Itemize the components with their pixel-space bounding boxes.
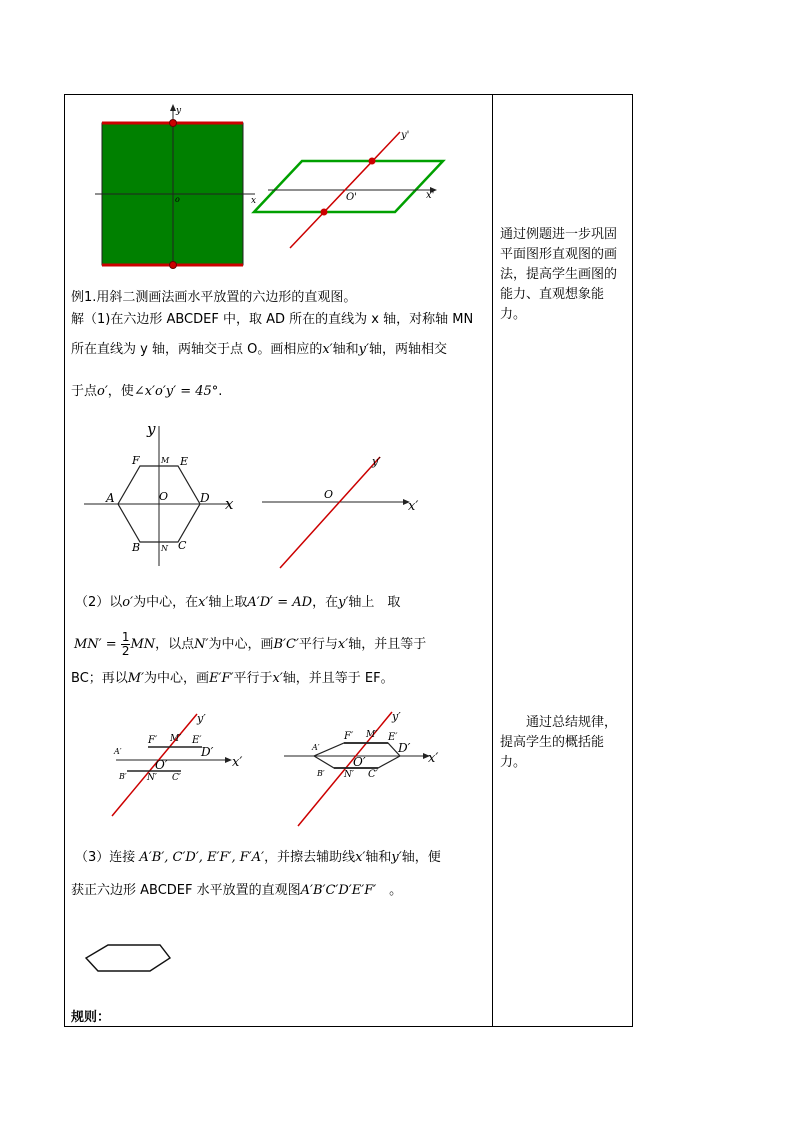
top-left-y-label: y [176, 106, 182, 116]
step3-line1: （3）连接 A′B′, C′D′, E′F′, F′A′，并擦去辅助线x′轴和y′轴，便 [75, 850, 441, 865]
oblique-axes-figure [258, 452, 433, 577]
mid-right-E: E′ [388, 732, 398, 743]
step2-line1: （2）以o′为中心，在x′轴上取A′D′ = AD，在y′轴上 取 [75, 595, 401, 610]
mid-left-y: y′ [197, 712, 206, 725]
mid-right-A: A′ [312, 743, 320, 752]
mid-figure-right [280, 706, 445, 831]
hex-label-M: M [161, 456, 170, 465]
side-note-1: 通过例题进一步巩固平面图形直观图的画法，提高学生画图的能力、直观想象能力。 [500, 227, 618, 322]
step2-line2: MN′ = $\frac{1}{2}$ MN，以点N′为中心，画B′C′平行与x′轴，并且等于 [74, 630, 427, 658]
top-figure-right [250, 124, 450, 254]
top-figure-left [90, 104, 260, 274]
mid-left-M: M′ [170, 734, 182, 744]
column-divider [492, 95, 493, 1026]
hex-label-A: A [106, 491, 115, 505]
hexagon-figure [80, 418, 250, 568]
axes-label-y: y′ [372, 455, 381, 468]
top-right-o-label: O' [346, 192, 357, 203]
hex-label-y: y [147, 420, 156, 438]
mid-left-F: F′ [148, 735, 158, 746]
mid-right-F: F′ [344, 731, 354, 742]
mid-left-A: A′ [114, 747, 122, 756]
hex-label-x: x [225, 495, 234, 513]
mid-right-C: C′ [368, 769, 378, 780]
mid-left-E: E′ [192, 735, 202, 746]
rule-label: 规则： [71, 1010, 111, 1025]
mid-left-N: N′ [147, 773, 157, 783]
hex-label-N: N [161, 544, 168, 553]
hex-label-F: F [132, 454, 140, 467]
hex-label-E: E [180, 455, 189, 468]
axes-label-O: O [324, 488, 334, 501]
mid-right-D: D′ [398, 741, 411, 755]
mid-right-O: O′ [353, 755, 366, 769]
mid-right-B: B′ [317, 769, 325, 778]
mid-left-x: x′ [232, 755, 243, 770]
mid-left-C: C′ [172, 773, 181, 783]
step1-line3: 于点o′，使∠x′o′y′ = 45°. [71, 384, 223, 399]
mid-left-D: D′ [201, 745, 214, 759]
top-right-x-label: x' [426, 190, 435, 201]
step3-line2: 获正六边形 ABCDEF 水平放置的直观图A′B′C′D′E′F′ 。 [71, 883, 403, 898]
mid-right-N: N′ [344, 770, 354, 780]
mid-left-O: O′ [155, 758, 168, 772]
example-title: 例1.用斜二测画法画水平放置的六边形的直观图。 [71, 290, 357, 305]
fraction-one-half: $\frac{1}{2}$ [121, 630, 130, 658]
mid-left-B: B′ [119, 772, 127, 781]
mid-right-x: x′ [428, 751, 439, 766]
top-left-o-label: o [175, 195, 180, 204]
hex-label-D: D [200, 491, 210, 505]
step1-line2: 所在直线为 y 轴，两轴交于点 O。画相应的x′轴和y′轴，两轴相交 [71, 342, 447, 357]
step1-line1: 解（1)在六边形 ABCDEF 中，取 AD 所在的直线为 x 轴，对称轴 MN [71, 312, 474, 327]
mid-right-M: M′ [366, 730, 378, 740]
top-right-y-label: y' [401, 130, 410, 141]
hex-label-B: B [132, 541, 141, 554]
step2-line3: BC；再以M′为中心，画E′F′平行于x′轴，并且等于 EF。 [71, 671, 394, 686]
hex-label-C: C [178, 539, 187, 552]
axes-label-x: x′ [408, 499, 419, 514]
hex-label-O: O [159, 490, 169, 503]
mid-figure-left [102, 706, 252, 826]
mid-right-y: y′ [392, 710, 401, 723]
side-note-2: 通过总结规律，提高学生的概括能力。 [500, 715, 618, 770]
final-hexagon [80, 940, 180, 980]
top-left-x-label: x [251, 196, 257, 206]
